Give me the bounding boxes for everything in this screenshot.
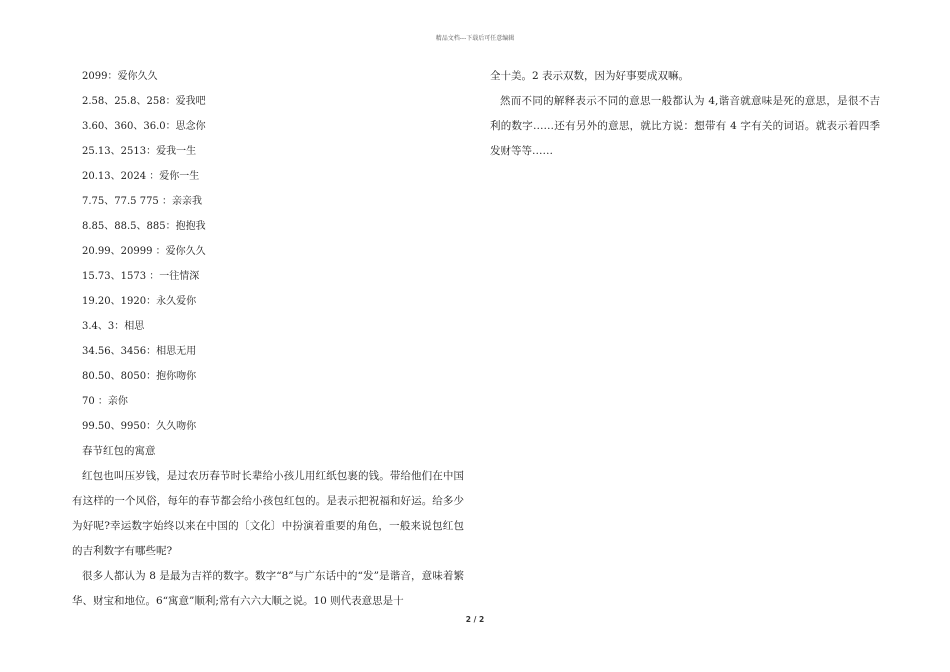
number-meaning-item: 8.85、88.5、885：抱抱我 (82, 221, 206, 232)
section-heading: 春节红包的寓意 (82, 445, 156, 457)
number-meaning-item: 15.73、1573 ：一往情深 (82, 271, 200, 282)
body-paragraph-continued: 全十美。2 表示双数，因为好事要成双嘛。 (490, 70, 690, 82)
number-meaning-item: 80.50、8050：抱你吻你 (82, 371, 197, 382)
number-meaning-item: 2099：爱你久久 (82, 71, 158, 82)
number-meaning-item: 19.20、1920：永久爱你 (82, 296, 197, 307)
number-meaning-item: 99.50、9950：久久吻你 (82, 421, 197, 432)
number-meaning-item: 20.99、20999 ：爱你久久 (82, 246, 206, 257)
number-meaning-item: 20.13、2024 ：爱你一生 (82, 171, 200, 182)
page-header: 精品文档---下载后可任意编辑 (435, 35, 515, 42)
number-meaning-item: 70 ：亲你 (82, 396, 128, 407)
page-number: 2 / 2 (465, 615, 485, 624)
body-paragraph: 红包也叫压岁钱，是过农历春节时长辈给小孩儿用红纸包裹的钱。带给他们在中国有这样的一个风俗，每年的春节都会给小孩包红包的。是表示把祝福和好运。给多少为好呢?幸运数字始终以来在中国的〔文化〕中扮演着重要的角色，一般来说包红包的吉利数字有哪些呢? (72, 470, 464, 557)
body-paragraph: 很多人都认为 8 是最为吉祥的数字。数字“8”与广东话中的“发”是谐音，意味着繁华、财宝和地位。6“寓意”顺利;常有六六大顺之说。10 则代表意思是十 (72, 570, 464, 607)
number-meaning-item: 2.58、25.8、258：爱我吧 (82, 96, 206, 107)
number-meaning-item: 3.4、3：相思 (82, 321, 145, 332)
right-column (490, 64, 880, 164)
number-meaning-item: 34.56、3456：相思无用 (82, 346, 197, 357)
number-meaning-item: 7.75、77.5 775 ：亲亲我 (82, 196, 202, 207)
number-meaning-item: 25.13、2513：爱我一生 (82, 146, 197, 157)
body-paragraph: 然而不同的解释表示不同的意思一般都认为 4,谐音就意味是死的意思，是很不吉利的数字……还有另外的意思，就比方说：想带有 4 字有关的词语。就表示着四季发财等等…… (490, 95, 880, 157)
number-meaning-item: 3.60、360、36.0：思念你 (82, 121, 206, 132)
left-column (72, 64, 464, 614)
